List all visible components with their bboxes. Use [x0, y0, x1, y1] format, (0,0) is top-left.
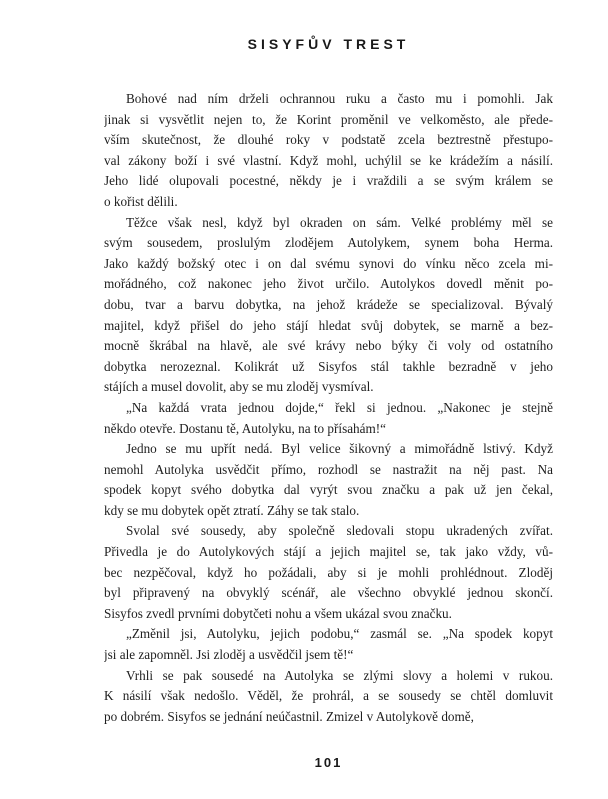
- text-line: Jako každý božský otec i on dal svému synovi do vínku něco zcela mi-: [104, 255, 553, 271]
- text-line: val zákony boží i své vlastní. Když mohl, uchýlil se ke krádežím a násilí.: [104, 152, 553, 168]
- text-line: Svolal své sousedy, aby společně sledovali stopu ukradených zvířat.: [126, 523, 553, 539]
- text-line: K násilí však nedošlo. Věděl, že prohrál, a se sousedy se chtěl domluvit: [104, 688, 553, 704]
- text-line: majitel, když přišel do jeho stájí hledat svůj dobytek, se marně a bez-: [104, 317, 553, 333]
- text-line: vším skutečnost, že dlouhé roky v podstatě zcela beztrestně přestupo-: [104, 132, 553, 148]
- text-line: Jeho lidé olupovali pocestné, někdy je i vraždili a se svým králem se: [104, 173, 553, 189]
- text-line: bec nezpěčoval, když ho požádali, aby si je mohli prohlédnout. Zloděj: [104, 564, 553, 580]
- text-line: Sisyfos zvedl prvními dobytčeti nohu a všem ukázal svou značku.: [104, 605, 452, 621]
- text-line: „Změnil jsi, Autolyku, jejich podobu,“ zasmál se. „Na spodek kopyt: [126, 626, 553, 642]
- text-line: dobu, tvar a barvu dobytka, na jehož krádeže se specializoval. Bývalý: [104, 296, 553, 312]
- text-line: o kořist dělili.: [104, 193, 178, 209]
- body-text: [104, 89, 553, 727]
- text-line: někdo otevře. Dostanu tě, Autolyku, na to přísahám!“: [104, 420, 386, 436]
- text-line: Bohové nad ním drželi ochrannou ruku a často mu i pomohli. Jak: [126, 91, 553, 106]
- text-line: Těžce však nesl, když byl okraden on sám. Velké problémy měl se: [126, 214, 553, 230]
- text-line: mocně škrábal na hlavě, ale své krávy nebo býky či voly od ostatního: [104, 338, 553, 354]
- text-line: byl připravený na obvyklý scénář, ale všechno obvyklé jednou skončí.: [104, 585, 553, 601]
- text-line: spodek kopyt svého dobytka dal vyrýt svou značku a pak už jen čekal,: [104, 482, 553, 498]
- chapter-header: SISYFŮV TREST: [247, 36, 410, 52]
- page-number: 101: [314, 755, 343, 770]
- text-line: nemohl Autolyka usvědčit přímo, rozhodl se nastražit na něj past. Na: [104, 461, 553, 477]
- text-line: mořádného, což nakonec jeho život určilo. Autolykos dovedl měnit po-: [104, 276, 553, 292]
- text-line: Jedno se mu upřít nedá. Byl velice šikovný a mimořádně lstivý. Když: [126, 441, 553, 457]
- text-line: dobytka nerozeznal. Kolikrát už Sisyfos stál takhle bezradně v jeho: [104, 358, 553, 374]
- text-line: stájích a musel dovolit, aby se mu zloděj vysmíval.: [104, 379, 374, 395]
- text-line: „Na každá vrata jednou dojde,“ řekl si jednou. „Nakonec je stejně: [126, 399, 553, 415]
- text-line: svým sousedem, proslulým zlodějem Autolykem, synem boha Herma.: [104, 235, 553, 251]
- text-line: jsi ale zapomněl. Jsi zloděj a usvědčil jsem tě!“: [104, 647, 354, 663]
- text-line: Přivedla je do Autolykových stájí a jejich majitel se, tak jako vždy, vů-: [104, 544, 553, 560]
- text-line: Vrhli se pak sousedé na Autolyka se zlými slovy a holemi v rukou.: [126, 667, 553, 683]
- text-line: jinak si vysvětlit nejen to, že Korint proměnil ve velkoměsto, ale přede-: [104, 111, 553, 127]
- text-line: po dobrém. Sisyfos se jednání neúčastnil. Zmizel v Autolykově domě,: [104, 708, 474, 724]
- text-line: kdy se mu dobytek opět ztratí. Záhy se tak stalo.: [104, 502, 360, 518]
